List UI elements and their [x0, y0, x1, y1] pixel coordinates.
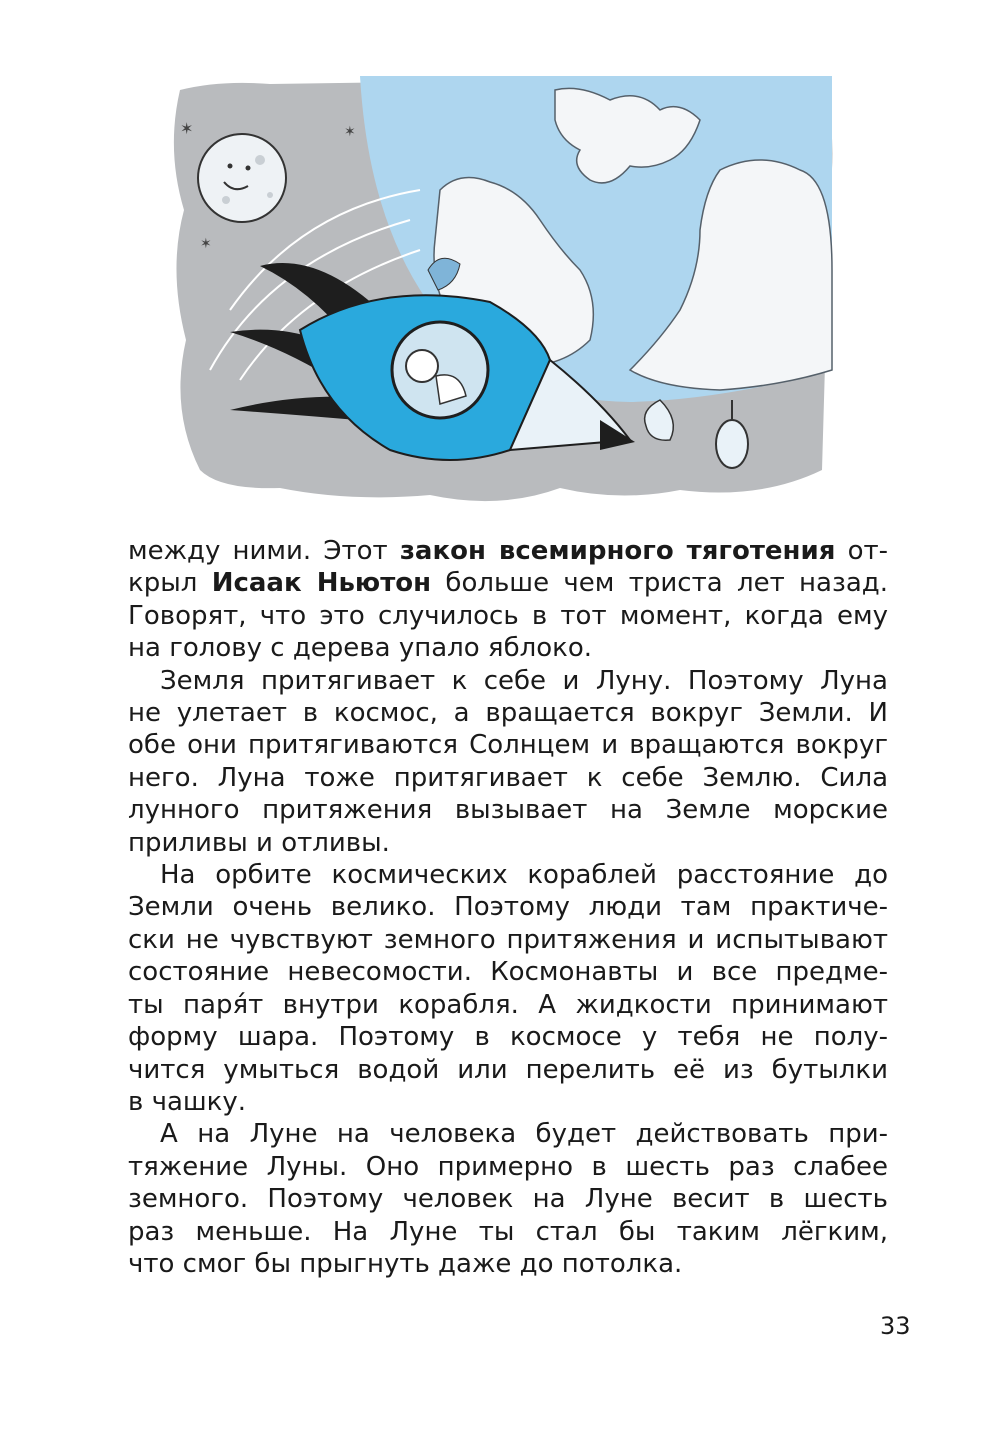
moon-eye — [246, 166, 251, 171]
text-line: На орбите космических кораблей расстояние до — [160, 860, 888, 891]
moon-face-icon — [198, 134, 286, 222]
text-line: Земля притягивает к себе и Луну. Поэтому Луна — [160, 665, 888, 696]
text-line: на голову с дерева упало яблоко. — [128, 633, 593, 664]
text-line: в чашку. — [128, 1086, 247, 1117]
text-line: ты паря́т внутри корабля. А жидкости принимают — [128, 989, 888, 1020]
text-line: форму шара. Поэтому в космосе у тебя не полу- — [128, 1022, 888, 1053]
text-line: Говорят, что это случилось в тот момент, когда ему — [128, 600, 888, 631]
star-icon: ✶ — [344, 124, 356, 140]
text-line: состояние невесомости. Космонавты и все предме- — [128, 957, 888, 988]
paragraph-1 — [128, 535, 888, 665]
text-line: между ними. Этот закон всемирного тяготения от- — [128, 536, 889, 566]
text-line: земного. Поэтому человек на Луне весит в шесть — [128, 1184, 888, 1215]
paragraph-3 — [128, 859, 888, 1118]
text-line: приливы и отливы. — [128, 827, 390, 858]
rocket-illustration — [160, 70, 840, 510]
text-line: него. Луна тоже притягивает к себе Землю. Сила — [128, 762, 888, 793]
text-line: ски не чувствуют земного притяжения и испытывают — [128, 924, 888, 955]
body-text — [128, 535, 888, 1280]
text-line: Земли очень велико. Поэтому люди там практиче- — [128, 892, 888, 923]
bold-term: Исаак Ньютон — [211, 568, 432, 599]
text-line: крыл Исаак Ньютон больше чем триста лет назад. — [128, 568, 888, 599]
moon-crater — [222, 196, 230, 204]
apple-icon — [716, 420, 748, 468]
paragraph-2 — [128, 665, 888, 859]
text-line: раз меньше. На Луне ты стал бы таким лёгким, — [128, 1216, 888, 1247]
text-line: не улетает в космос, а вращается вокруг Земли. И — [128, 698, 888, 729]
paragraph-4 — [128, 1118, 888, 1280]
page-number: 33 — [880, 1312, 911, 1340]
star-icon: ✶ — [200, 236, 212, 252]
star-icon: ✶ — [180, 119, 194, 138]
moon-crater — [255, 155, 265, 165]
bold-term: закон всемирного тяготения — [399, 536, 836, 566]
text-line: что смог бы прыгнуть даже до потолка. — [128, 1248, 683, 1279]
moon-crater — [267, 192, 273, 198]
text-line: чится умыться водой или перелить её из бутылки — [128, 1054, 888, 1085]
moon-eye — [228, 164, 233, 169]
text-line: лунного притяжения вызывает на Земле морские — [128, 795, 888, 826]
text-line: А на Луне на человека будет действовать при- — [160, 1119, 888, 1150]
astronaut-head — [406, 350, 438, 382]
text-line: тяжение Луны. Оно примерно в шесть раз слабее — [128, 1151, 888, 1182]
text-line: обе они притягиваются Солнцем и вращаются вокруг — [128, 730, 888, 761]
